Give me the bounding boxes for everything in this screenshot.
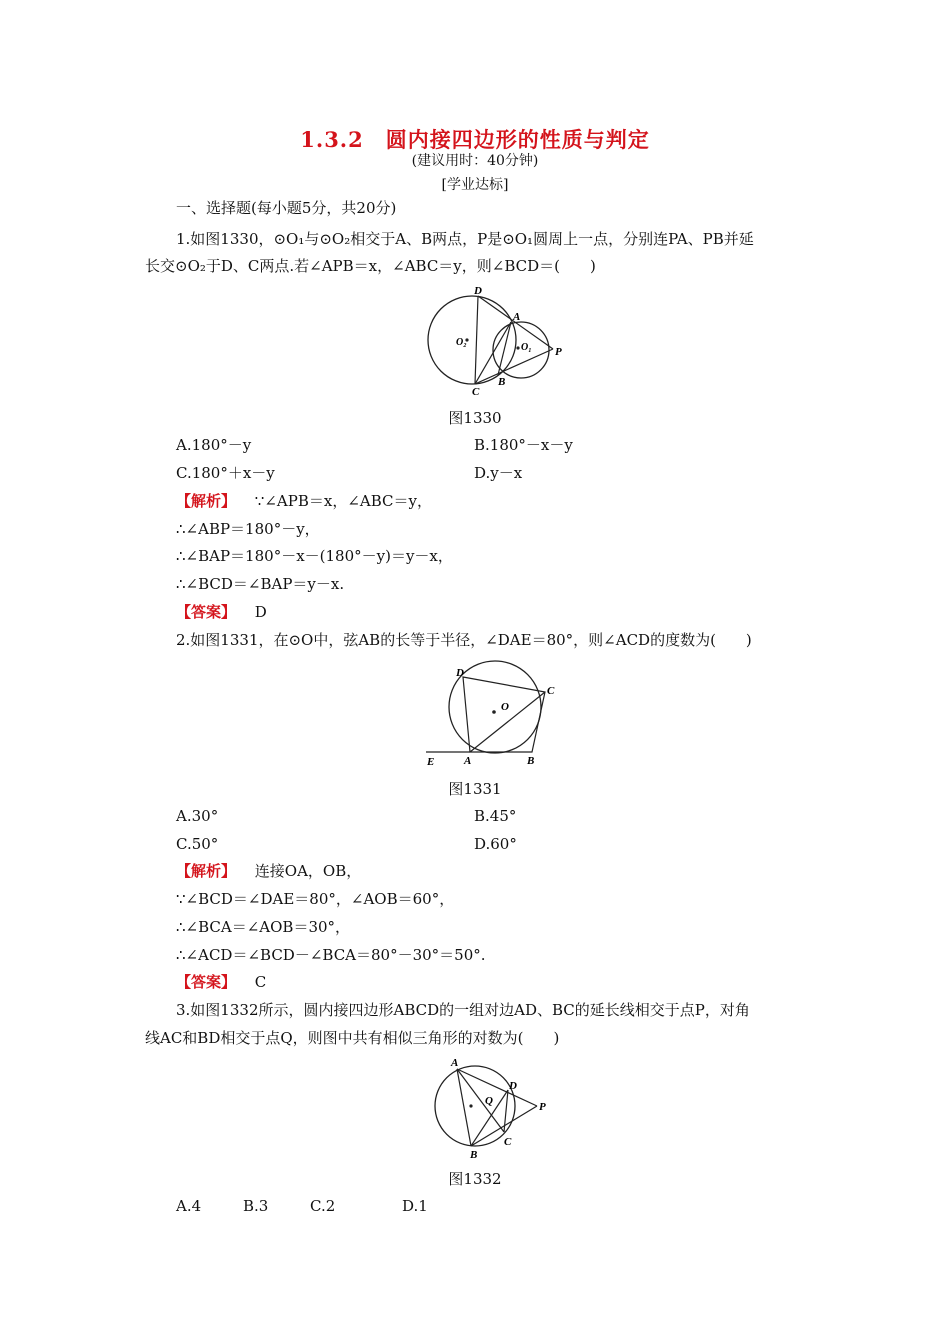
- q2-option-b: B.45°: [474, 807, 517, 825]
- q3-option-c: C.2: [310, 1197, 336, 1215]
- q1-analysis-text1: ∵∠APB＝x，∠ABC＝y，: [254, 492, 432, 510]
- label-o1: O₁: [521, 342, 532, 353]
- label-d: D: [509, 1080, 517, 1092]
- segment-ca: [475, 322, 511, 384]
- circle: [435, 1066, 515, 1146]
- q1-analysis-line2: ∴∠ABP＝180°－y，: [176, 520, 320, 538]
- label-d: D: [456, 667, 464, 679]
- label-p: P: [555, 346, 562, 358]
- q2-option-d: D.60°: [474, 835, 517, 853]
- label-c: C: [472, 386, 480, 398]
- segment-ab: [457, 1069, 471, 1146]
- q3-figure-caption: 图1332: [448, 1170, 502, 1188]
- q2-analysis-line4: ∴∠ACD＝∠BCD－∠BCA＝80°－30°＝50°.: [176, 946, 486, 964]
- q2-analysis-line3: ∴∠BCA＝∠AOB＝30°，: [176, 918, 351, 936]
- center-dot: [469, 1104, 472, 1107]
- q1-answer-line: [176, 602, 267, 622]
- q1-option-b: B.180°－x－y: [474, 436, 573, 454]
- q3-stem-line1: 3.如图1332所示，圆内接四边形ABCD的一组对边AD、BC的延长线相交于点P，对角: [176, 1001, 750, 1019]
- center-o1-dot: [516, 346, 519, 349]
- label-a: A: [464, 755, 472, 767]
- analysis-tag: 【解析】: [176, 862, 237, 880]
- q2-option-c: C.50°: [176, 835, 219, 853]
- q1-figure: [420, 282, 570, 402]
- label-b: B: [527, 755, 535, 767]
- q3-figure: [425, 1054, 565, 1164]
- q2-analysis-line1: [176, 861, 361, 881]
- q1-analysis-line4: ∴∠BCD＝∠BAP＝y－x.: [176, 575, 345, 593]
- page-title: 1.3.2 圆内接四边形的性质与判定: [300, 127, 650, 152]
- time-note: (建议用时：40分钟): [411, 153, 539, 169]
- label-o2: O₂: [456, 337, 467, 348]
- q2-analysis-text1: 连接OA，OB，: [254, 862, 362, 880]
- q2-figure: [420, 660, 570, 772]
- label-p: P: [539, 1101, 546, 1113]
- q1-option-d: D.y－x: [474, 464, 523, 482]
- quad-dcba: [463, 677, 545, 752]
- part-heading: 一、选择题(每小题5分，共20分): [176, 199, 397, 217]
- q3-option-a: A.4: [176, 1197, 202, 1215]
- q3-stem-line2: 线AC和BD相交于点Q，则图中共有相似三角形的对数为( ): [145, 1029, 560, 1047]
- analysis-tag: 【解析】: [176, 492, 237, 510]
- segment-dc: [504, 1090, 508, 1132]
- q2-answer: C: [254, 973, 267, 991]
- label-o: O: [501, 701, 509, 713]
- q1-stem-line1: 1.如图1330，⊙O₁与⊙O₂相交于A、B两点，P是⊙O₁圆周上一点，分别连PA、PB并延: [176, 230, 754, 248]
- q3-option-d: D.1: [402, 1197, 428, 1215]
- q1-figure-caption: 图1330: [448, 409, 502, 427]
- label-d: D: [474, 285, 482, 297]
- label-e: E: [427, 756, 435, 768]
- q2-stem-line1: 2.如图1331，在⊙O中，弦AB的长等于半径，∠DAE＝80°，则∠ACD的度数为( ): [176, 631, 752, 649]
- label-b: B: [470, 1149, 478, 1161]
- q3-option-b: B.3: [243, 1197, 269, 1215]
- q2-analysis-line2: ∵∠BCD＝∠DAE＝80°，∠AOB＝60°，: [176, 890, 455, 908]
- q1-stem-line2: 长交⊙O₂于D、C两点.若∠APB＝x，∠ABC＝y，则∠BCD＝( ): [145, 257, 596, 275]
- answer-tag: 【答案】: [176, 603, 237, 621]
- label-a: A: [513, 311, 521, 323]
- q1-analysis-line3: ∴∠BAP＝180°－x－(180°－y)＝y－x，: [176, 547, 453, 565]
- q1-option-a: A.180°－y: [176, 436, 252, 454]
- q2-option-a: A.30°: [176, 807, 219, 825]
- label-a: A: [451, 1057, 459, 1069]
- segment-dc: [475, 296, 478, 384]
- segment-ac: [457, 1069, 504, 1132]
- answer-tag: 【答案】: [176, 973, 237, 991]
- q1-analysis-line1: [176, 491, 432, 511]
- q2-figure-caption: 图1331: [448, 780, 502, 798]
- center-o-dot: [492, 710, 496, 714]
- label-b: B: [498, 376, 506, 388]
- label-c: C: [547, 685, 555, 697]
- section-label: [学业达标]: [441, 177, 509, 193]
- q1-answer: D: [254, 603, 267, 621]
- label-q: Q: [485, 1095, 493, 1107]
- label-c: C: [504, 1136, 512, 1148]
- segment-ap: [457, 1069, 537, 1106]
- q2-answer-line: [176, 972, 266, 992]
- q1-option-c: C.180°＋x－y: [176, 464, 275, 482]
- segment-ab: [498, 322, 511, 375]
